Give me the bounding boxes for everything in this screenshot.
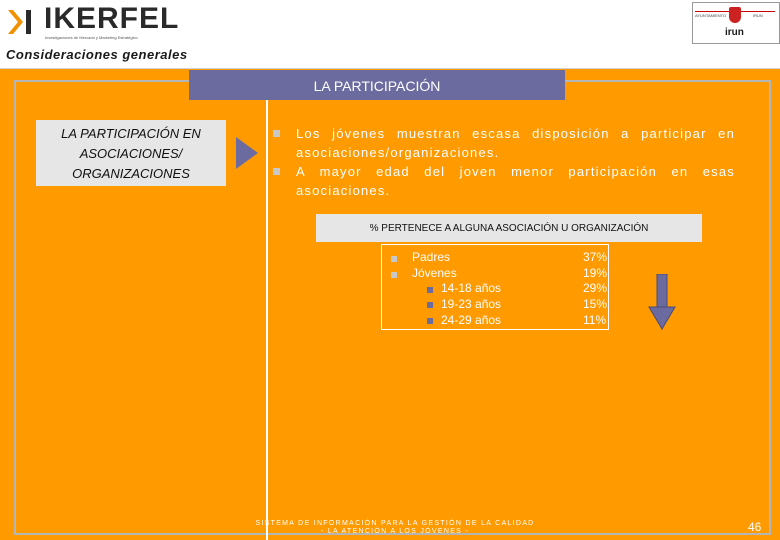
data-value-24-29: 11%	[583, 313, 607, 327]
bullet-text: A mayor edad del joven menor participación en esas asociaciones.	[296, 164, 735, 198]
bullet-square-icon	[273, 130, 280, 137]
bullet-list	[270, 124, 735, 200]
crest-icon	[729, 7, 741, 23]
city-logo	[692, 2, 780, 44]
topic-line-3: ORGANIZACIONES	[72, 166, 190, 181]
data-value-jovenes: 19%	[583, 266, 608, 280]
data-label-14-18: 14-18 años	[441, 281, 502, 295]
stat-label-box	[316, 214, 702, 242]
sub-bullet-square-icon	[427, 287, 433, 293]
city-logo-name: irun	[725, 27, 744, 38]
sub-bullet-square-icon	[427, 318, 433, 324]
bullet-item	[270, 162, 735, 200]
arrow-right-icon	[236, 137, 258, 169]
arrow-down-icon	[648, 274, 676, 330]
topic-text	[36, 124, 226, 184]
page-number: 46	[748, 520, 762, 534]
footer-line-2: - LA ATENCIÓN A LOS JÓVENES -	[320, 528, 470, 535]
divider-line	[266, 90, 268, 540]
banner-title: LA PARTICIPACIÓN	[313, 78, 441, 94]
sub-bullet-square-icon	[427, 302, 433, 308]
brand-name: IKERFEL	[44, 2, 180, 35]
data-label-24-29: 24-29 años	[441, 313, 502, 327]
header	[0, 0, 780, 44]
data-value-padres: 37%	[583, 250, 608, 264]
ikerfel-logo-icon	[6, 6, 38, 38]
bullet-square-icon	[391, 272, 397, 278]
stat-label: % PERTENECE A ALGUNA ASOCIACIÓN U ORGANIZACIÓN	[369, 223, 649, 234]
footer	[250, 520, 540, 536]
bullet-square-icon	[273, 168, 280, 175]
topic-line-1: LA PARTICIPACIÓN EN	[61, 126, 201, 141]
data-value-19-23: 15%	[583, 297, 608, 311]
banner	[189, 70, 565, 100]
topic-line-2: ASOCIACIONES/	[79, 146, 183, 161]
city-logo-left-text: AYUNTAMIENTO	[695, 13, 727, 18]
data-value-14-18: 29%	[583, 281, 608, 295]
topic-box	[36, 120, 226, 186]
brand-tagline: Investigaciones de Mercado y Marketing Estratégico	[45, 35, 138, 40]
data-label-jovenes: Jóvenes	[412, 266, 457, 280]
city-logo-right-text: IRUN	[753, 13, 763, 18]
data-label-19-23: 19-23 años	[441, 297, 502, 311]
bullet-text: Los jóvenes muestran escasa disposición a participar en asociaciones/organizaciones.	[296, 126, 735, 160]
footer-line-1: SISTEMA DE INFORMACIÓN PARA LA GESTIÓN DE LA CALIDAD	[255, 520, 535, 527]
data-label-padres: Padres	[412, 250, 451, 264]
bullet-square-icon	[391, 256, 397, 262]
bullet-item	[270, 124, 735, 162]
section-title: Consideraciones generales	[6, 47, 188, 62]
